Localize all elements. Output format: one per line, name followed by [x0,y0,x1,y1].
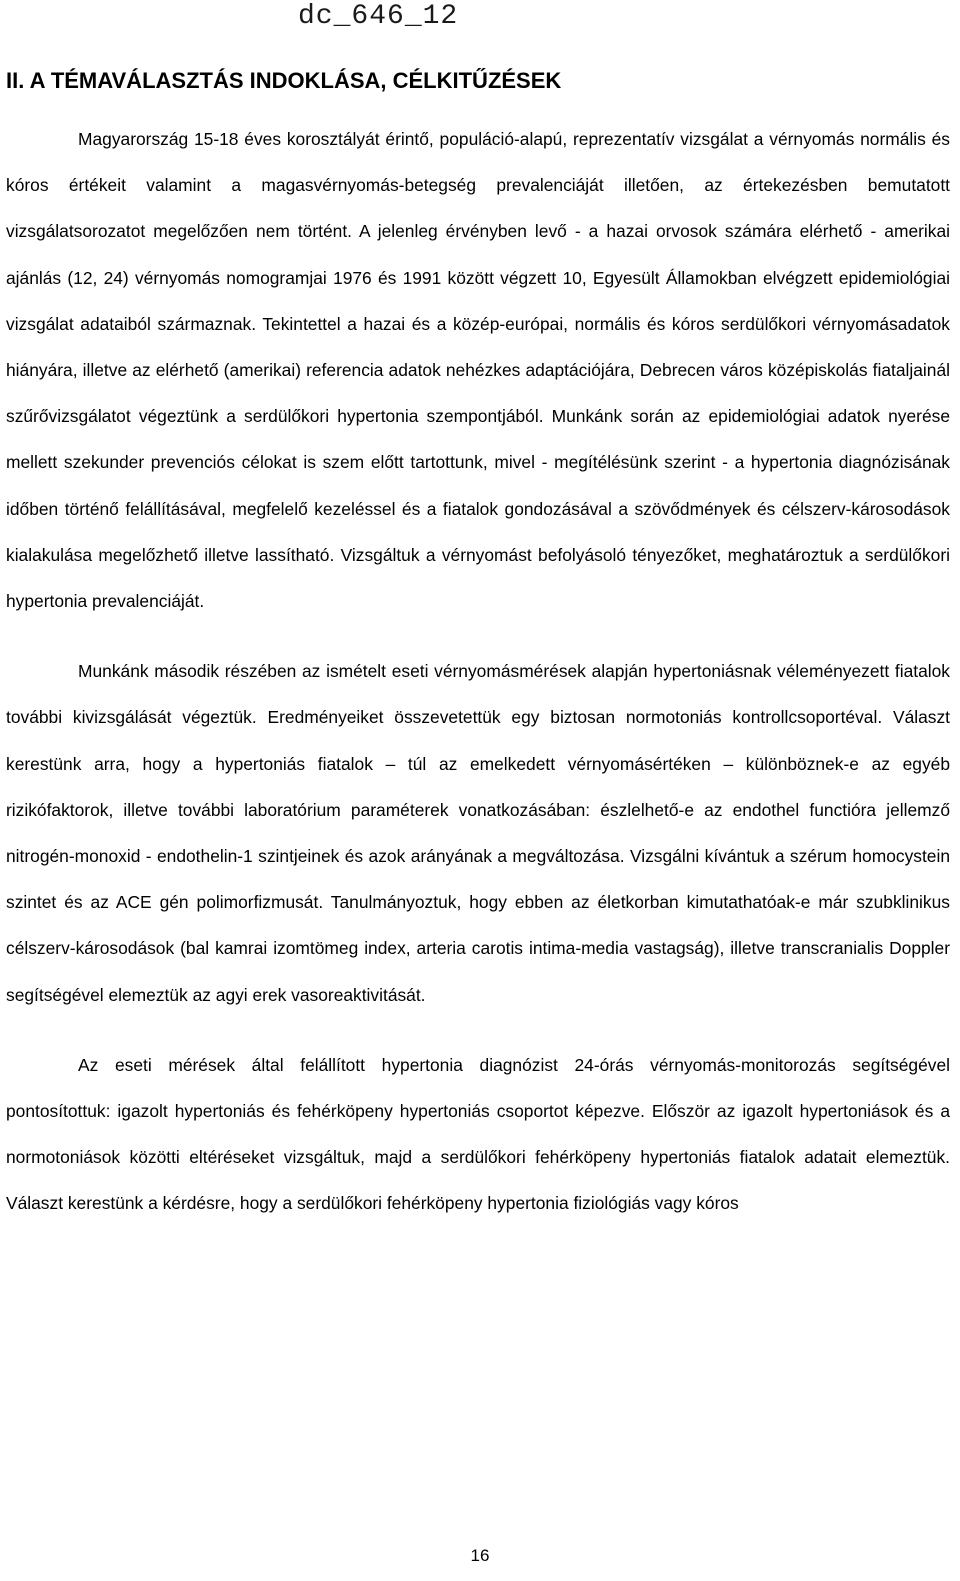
paragraph-rationale: Magyarország 15-18 éves korosztályát érintő, populáció-alapú, reprezentatív vizsgálat a vérnyomás normális és kóros értékeit valamint a magasvérnyomás-betegség prevalenciáját illetően, az értekezésben bemutatott vizsgálatsorozatot megelőzően nem történt. A jelenleg érvényben levő - a hazai orvosok számára elérhető - amerikai ajánlás (12, 24) vérnyomás nomogramjai 1976 és 1991 között végzett 10, Egyesült Államokban elvégzett epidemiológiai vizsgálat adataiból származnak. Tekintettel a hazai és a közép-európai, normális és kóros serdülőkori vérnyomásadatok hiányára, illetve az elérhető (amerikai) referencia adatok nehézkes adaptációjára, Debrecen város középiskolás fiataljainál szűrővizsgálatot végeztünk a serdülőkori hypertonia szempontjából. Munkánk során az epidemiológiai adatok nyerése mellett szekunder prevenciós célokat is szem előtt tartottunk, mivel - megítélésünk szerint - a hypertonia diagnózisának időben történő felállításával, megfelelő kezeléssel és a fiatalok gondozásával a szövődmények és célszerv-károsodások kialakulása megelőzhető illetve lassítható. Vizsgáltuk a vérnyomást befolyásoló tényezőket, meghatároztuk a serdülőkori hypertonia prevalenciáját. [6,129,950,612]
paragraph-abpm: Az eseti mérések által felállított hypertonia diagnózist 24-órás vérnyomás-monitorozás segítségével pontosítottuk: igazolt hypertoniás és fehérköpeny hypertoniás csoportot képezve. Először az igazolt hypertoniások és a normotoniások közötti eltéréseket vizsgáltuk, majd a serdülőkori fehérköpeny hypertoniás fiatalok adatait elemeztük. Választ kerestünk a kérdésre, hogy a serdülőkori fehérköpeny hypertonia fiziológiás vagy kóros [6,1054,950,1214]
paragraph-spacer [6,1018,950,1042]
paragraph-spacer [6,624,950,648]
paragraph-second-part: Munkánk második részében az ismételt eseti vérnyomásmérések alapján hypertoniásnak véleményezett fiatalok további kivizsgálását végeztük. Eredményeiket összevetettük egy biztosan normotoniás kontrollcsoportéval. Választ kerestünk arra, hogy a hypertoniás fiatalok – túl az emelkedett vérnyomásértéken – különböznek-e az egyéb rizikófaktorok, illetve további laboratórium paraméterek vonatkozásában: észlelhető-e az endothel functióra jellemző nitrogén-monoxid - endothelin-1 szintjeinek és azok arányának a megváltozása. Vizsgálni kívántuk a szérum homocystein szintet és az ACE gén polimorfizmusát. Tanulmányoztuk, hogy ebben az életkorban kimutathatóak-e már szubklinikus célszerv-károsodások (bal kamrai izomtömeg index, arteria carotis intima-media vastagság), illetve transcranialis Doppler segítségével elemeztük az agyi erek vasoreaktivitását. [6,661,950,1005]
document-id: dc_646_12 [298,1,459,32]
body-text [6,116,950,1227]
page-number: 16 [470,1546,490,1565]
section-heading: II. A TÉMAVÁLASZTÁS INDOKLÁSA, CÉLKITŰZÉSEK [6,68,562,93]
